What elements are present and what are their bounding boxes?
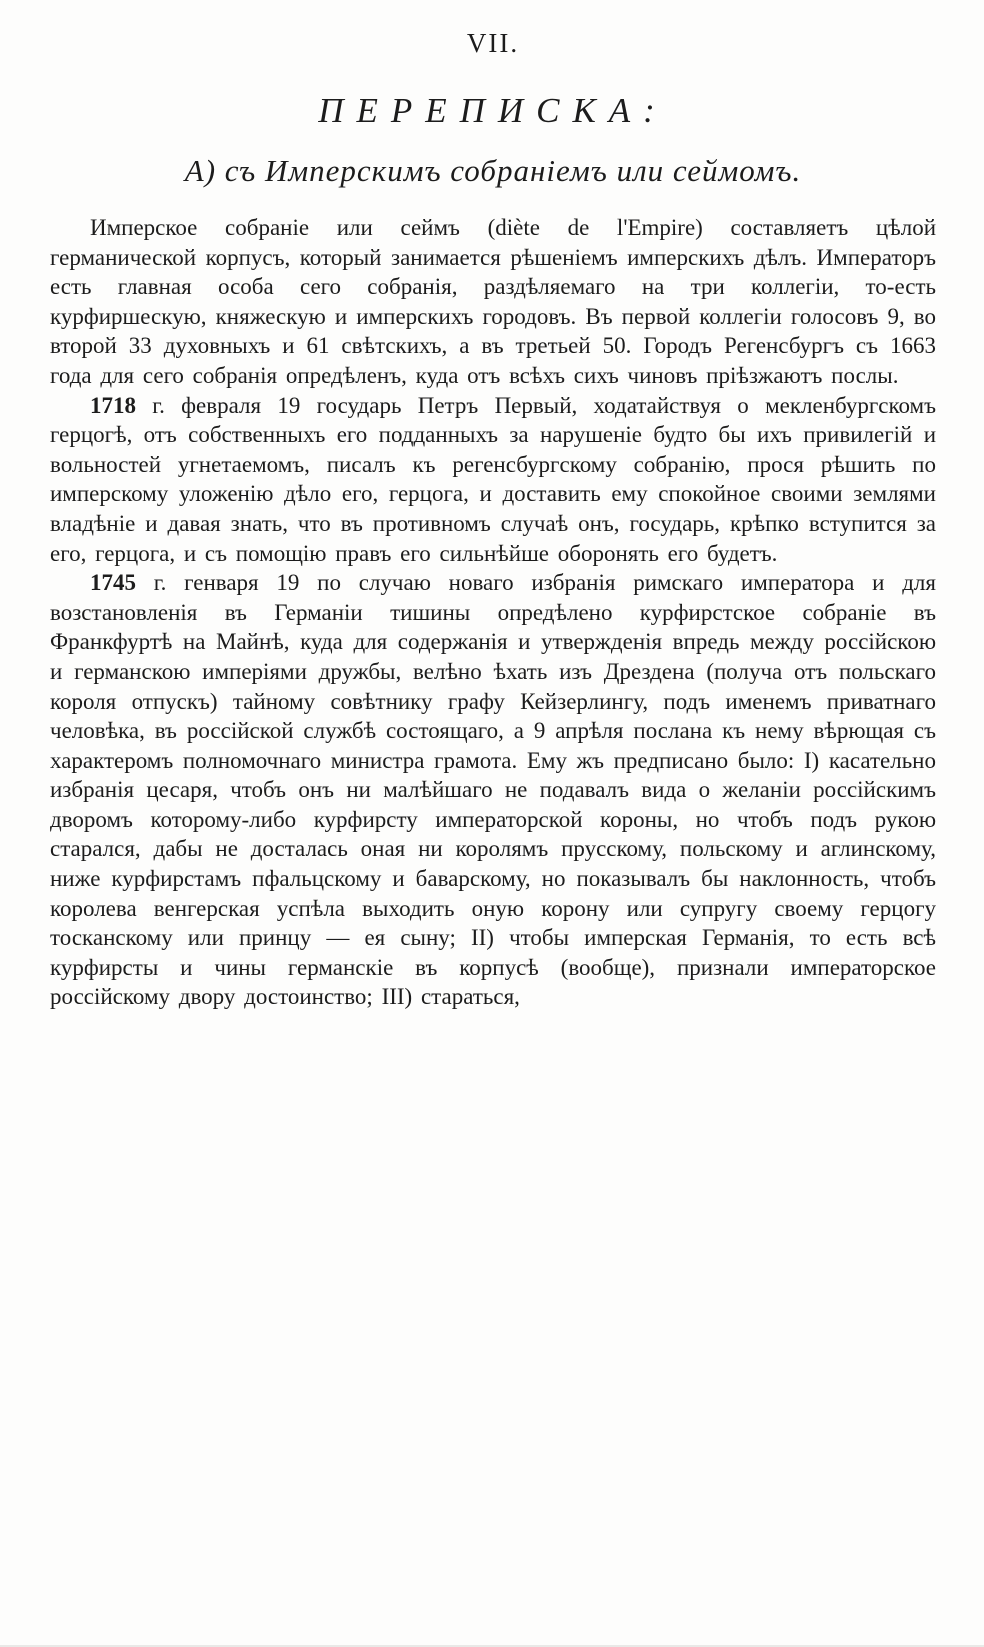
page-title: ПЕРЕПИСКА: — [318, 91, 668, 130]
body-text — [50, 213, 936, 1012]
paragraph-2 — [50, 391, 936, 569]
paragraph-2-year: 1718 — [90, 392, 136, 418]
paragraph-1 — [50, 213, 936, 391]
paragraph-3-year: 1745 — [90, 570, 136, 596]
paragraph-1-text: Имперское собраніе или сеймъ (diète de l'Empire) составляетъ цѣлой германической корпусъ, который занимается рѣшеніемъ имперскихъ дѣлъ. Императоръ есть главная особа сего собранія, раздѣляемаго на три коллегіи, то-есть курфиршескую, княжескую и имперскихъ городовъ. Въ первой коллегіи голосовъ 9, во второй 33 духовныхъ и 61 свѣтскихъ, а въ третьей 50. Городъ Регенсбургъ съ 1663 года для сего собранія опредѣленъ, куда отъ всѣхъ сихъ чиновъ пріѣзжаютъ послы. — [50, 215, 936, 388]
paragraph-2-text: г. февраля 19 государь Петръ Первый, ходатайствуя о мекленбургскомъ герцогѣ, отъ собственныхъ его подданныхъ за нарушеніе будто бы ихъ привилегій и вольностей угнетаемомъ, писалъ къ регенсбургскому собранію, прося рѣшить по имперскому уложенію дѣло его, герцога, и доставить ему спокойное своими землями владѣніе и давая знать, что въ противномъ случаѣ онъ, государь, крѣпко вступится за его, герцога, и съ помощію правъ его сильнѣйше оборонять его будетъ. — [50, 392, 936, 566]
paragraph-3-text: г. генваря 19 по случаю новаго избранія римскаго императора и для возстановленія въ Германіи тишины опредѣлено курфирстское собраніе въ Франкфуртѣ на Майнѣ, куда для содержанія и утвержденія впредь между россійскою и германскою имперіями дружбы, велѣно ѣхать изъ Дрездена (получа отъ польскаго короля отпускъ) тайному совѣтнику графу Кейзерлингу, подъ именемъ приватнаго человѣка, въ россійской службѣ состоящаго, а 9 апрѣля послана къ нему вѣрющая съ характеромъ полномочнаго министра грамота. Ему жъ предписано было: I) касательно избранія цесаря, чтобъ онъ ни малѣйшаго не подавалъ вида о желаніи россійскимъ дворомъ которому-либо курфирсту императорской короны, но чтобъ подъ рукою старался, дабы не досталась оная ни королямъ прусскому, польскому и аглинскому, ниже курфирстамъ пфальцскому и баварскому, но показывалъ бы наклонность, чтобъ королева венгерская успѣла выходить оную корону или супругу своему герцогу тосканскому или принцу — ея сыну; II) чтобы имперская Германія, то есть всѣ курфирсты и чины германскіе въ корпусѣ (вообще), признали императорское россійскому двору достоинство; III) стараться, — [50, 570, 936, 1010]
section-heading: А) съ Имперскимъ собраніемъ или сеймомъ. — [184, 153, 802, 188]
paragraph-3 — [50, 568, 936, 1012]
chapter-number: VII. — [466, 28, 520, 58]
